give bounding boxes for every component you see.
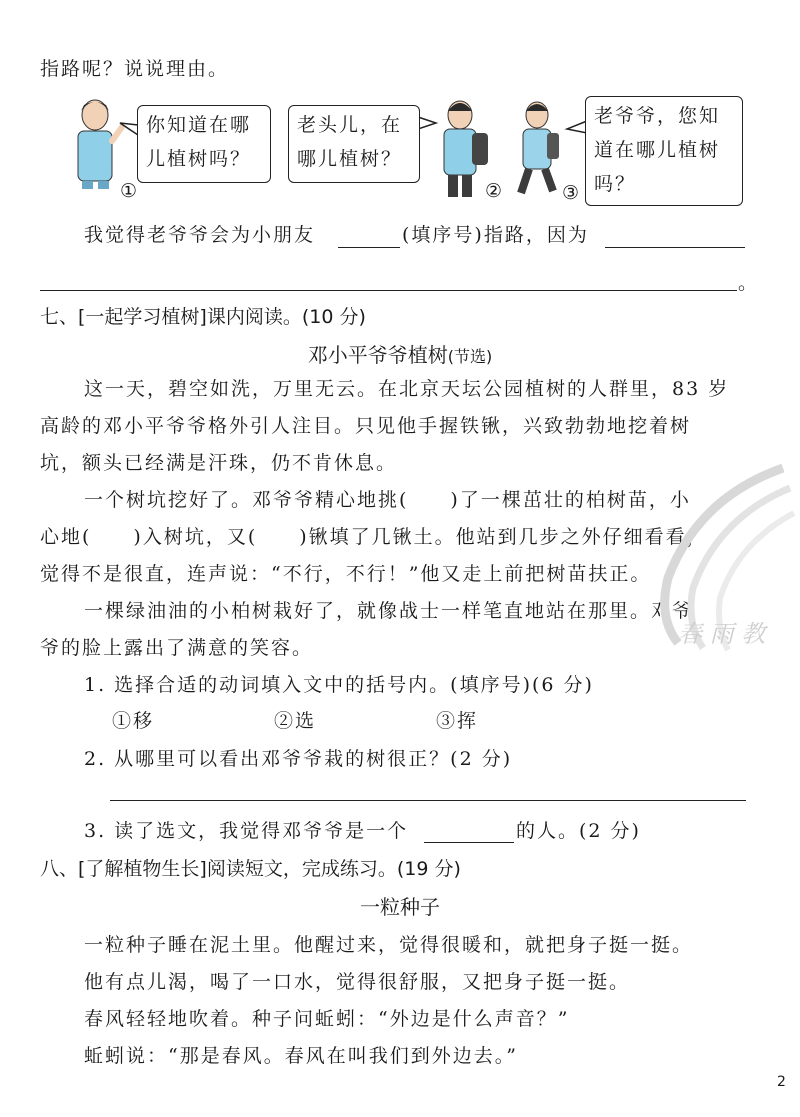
- boy-figure-3: [521, 102, 559, 193]
- passage-2-title: 一粒种子: [360, 895, 440, 919]
- subq-2-answer-line[interactable]: [110, 800, 746, 801]
- option-wave: ③挥: [436, 710, 479, 732]
- p2-line-1: 一个树坑挖好了。邓爷爷精心地挑( )了一棵茁壮的柏树苗，小: [84, 489, 691, 511]
- seed-line-2: 他有点儿渴，喝了一口水，觉得很舒服，又把身子挺一挺。: [84, 971, 631, 993]
- seed-line-4: 蚯蚓说：“那是春风。春风在叫我们到外边去。”: [84, 1045, 518, 1067]
- answer-prefix: 我觉得老爷爷会为小朋友: [84, 224, 316, 246]
- p1-line-1: 这一天，碧空如洗，万里无云。在北京天坛公园植树的人群里，83 岁: [84, 378, 730, 400]
- passage-1-title-note: (节选): [447, 347, 493, 366]
- option-label-3: ③: [562, 182, 580, 204]
- subq-3-suffix: 的人。(2 分): [516, 820, 641, 842]
- p1-line-3: 坑，额头已经满是汗珠，仍不肯休息。: [40, 452, 398, 474]
- bubble-tail-2: [418, 117, 436, 129]
- bubble-tail-3: [567, 121, 587, 133]
- p3-line-2: 爷的脸上露出了满意的笑容。: [40, 637, 314, 659]
- subq-2: 2. 从哪里可以看出邓爷爷栽的树很正？(2 分): [84, 748, 513, 770]
- option-label-2: ②: [485, 180, 503, 202]
- speech-bubble-2: 老头儿，在哪儿植树？: [288, 105, 420, 183]
- speech-bubble-3: 老爷爷，您知道在哪儿植树吗？: [585, 96, 743, 206]
- answer-blank-number[interactable]: [338, 247, 400, 248]
- section-7-heading: 七、[一起学习植树]课内阅读。(10 分): [40, 306, 366, 328]
- p1-line-2: 高龄的邓小平爷爷格外引人注目。只见他手握铁锹，兴致勃勃地挖着树: [40, 415, 692, 437]
- page-number: 2: [777, 1074, 786, 1090]
- watermark-logo: [608, 458, 798, 658]
- speech-bubble-1: 你知道在哪儿植树吗？: [137, 105, 271, 183]
- answer-middle: (填序号)指路，因为: [402, 224, 589, 246]
- passage-1-title: 邓小平爷爷植树: [307, 343, 448, 367]
- end-mark: 。: [738, 272, 760, 294]
- passage-1-title-row: [0, 345, 800, 365]
- option-label-1: ①: [120, 180, 138, 202]
- subq-3-prefix: 3. 读了选文，我觉得邓爷爷是一个: [84, 820, 409, 842]
- subq-1: 1. 选择合适的动词填入文中的括号内。(填序号)(6 分): [84, 674, 594, 696]
- p3-line-1: 一棵绿油油的小柏树栽好了，就像战士一样笔直地站在那里。邓爷: [84, 600, 694, 622]
- section-8-heading: 八、[了解植物生长]阅读短文，完成练习。(19 分): [40, 858, 461, 880]
- p2-line-2: 心地( )入树坑，又( )锹填了几锹土。他站到几步之外仔细看看，: [40, 526, 708, 548]
- p2-line-3: 觉得不是很直，连声说：“不行，不行！”他又走上前把树苗扶正。: [40, 563, 652, 585]
- answer-blank-reason[interactable]: [605, 247, 745, 248]
- subq-3-blank[interactable]: [424, 842, 514, 843]
- option-choose: ②选: [274, 710, 317, 732]
- option-move: ①移: [112, 710, 155, 732]
- answer-line-reason-2[interactable]: [40, 290, 737, 291]
- boy-figure-1: [78, 100, 122, 189]
- question-prompt-tail: 指路呢？说说理由。: [40, 58, 230, 80]
- svg-text:春 雨 教: 春 雨 教: [678, 620, 766, 648]
- seed-line-3: 春风轻轻地吹着。种子问蚯蚓：“外边是什么声音？”: [84, 1008, 570, 1030]
- boy-figure-2: [444, 101, 488, 197]
- seed-line-1: 一粒种子睡在泥土里。他醒过来，觉得很暖和，就把身子挺一挺。: [84, 934, 694, 956]
